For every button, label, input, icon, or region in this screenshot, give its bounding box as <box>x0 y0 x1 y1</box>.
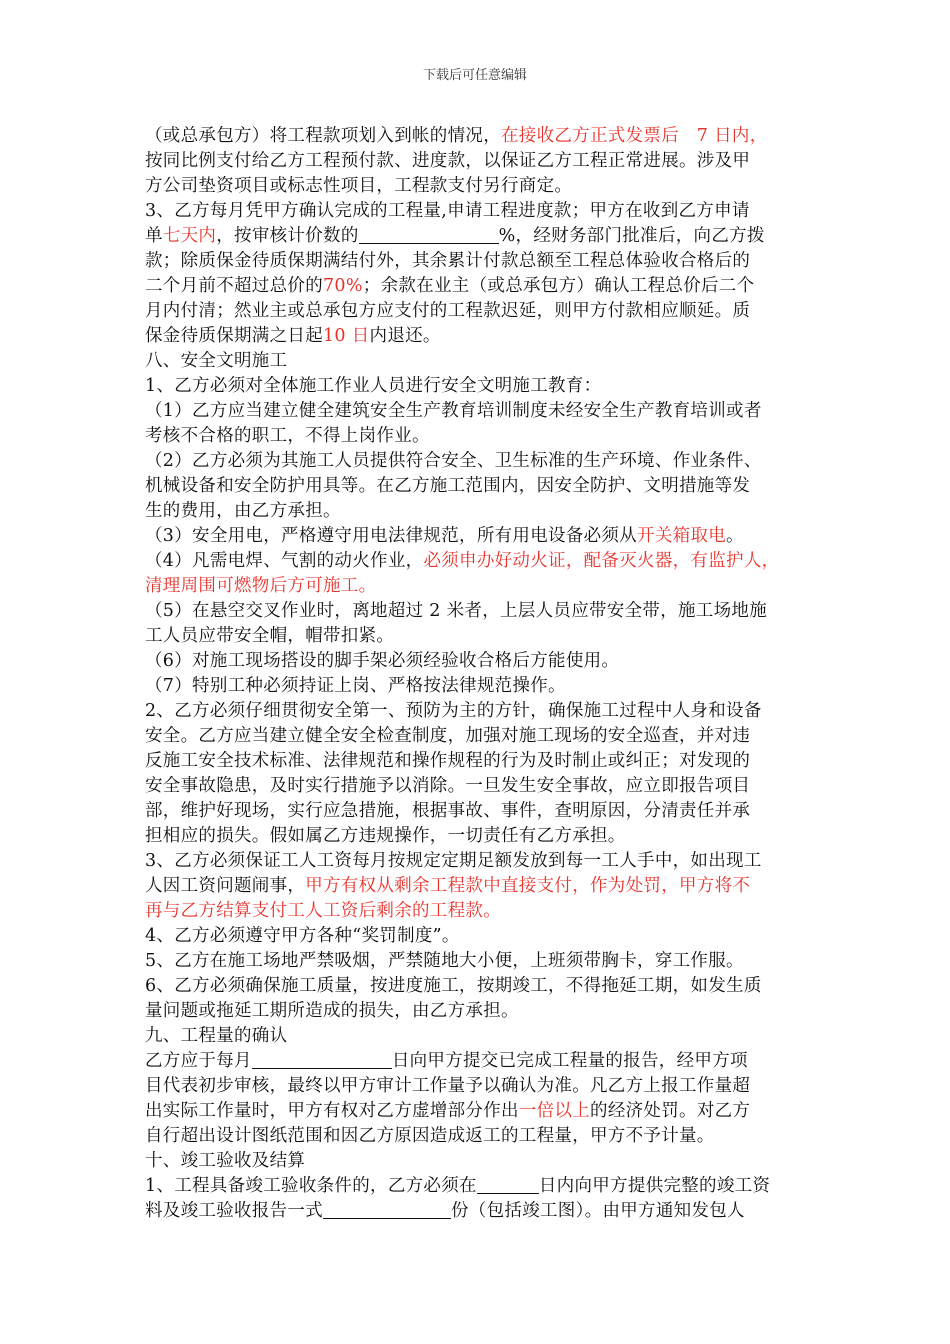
body-text: 担相应的损失。假如属乙方违规操作，一切责任有乙方承担。 <box>145 826 626 846</box>
body-text: （6）对施工现场搭设的脚手架必须经验收合格后方能使用。 <box>145 651 620 671</box>
body-text: 月内付清；然业主或总承包方应支付的工程款迟延，则甲方付款相应顺延。质 <box>145 301 751 321</box>
body-text: 工人员应带安全帽，帽带扣紧。 <box>145 626 395 646</box>
body-text: 方公司垫资项目或标志性项目，工程款支付另行商定。 <box>145 176 573 196</box>
body-text: （1）乙方应当建立健全建筑安全生产教育培训制度未经安全生产教育培训或者 <box>145 401 762 421</box>
text-line <box>145 424 810 449</box>
text-line <box>145 574 810 599</box>
body-text: 生的费用，由乙方承担。 <box>145 501 341 521</box>
text-line <box>145 1049 810 1074</box>
body-text: （2）乙方必须为其施工人员提供符合安全、卫生标准的生产环境、作业条件、 <box>145 451 762 471</box>
text-line <box>145 974 810 999</box>
text-line <box>145 349 810 374</box>
body-text: 安全事故隐患，及时实行措施予以消除。一旦发生安全事故，应立即报告项目 <box>145 776 751 796</box>
page-header-note: 下载后可任意编辑 <box>422 68 527 83</box>
text-line <box>145 1074 810 1099</box>
body-text: 考核不合格的职工，不得上岗作业。 <box>145 426 430 446</box>
body-text: （7）特别工种必须持证上岗、严格按法律规范操作。 <box>145 676 566 696</box>
text-line <box>145 399 810 424</box>
highlighted-text: 开关箱取电 <box>637 526 727 546</box>
text-line <box>145 524 810 549</box>
body-text: ；余款在业主（或总承包方）确认工程总价后二个 <box>362 276 755 296</box>
text-line <box>145 799 810 824</box>
text-line <box>145 599 810 624</box>
body-text: 安全。乙方应当建立健全安全检查制度，加强对施工现场的安全巡查，并对违 <box>145 726 751 746</box>
text-line <box>145 224 810 249</box>
text-line <box>145 499 810 524</box>
text-line <box>145 674 810 699</box>
body-text: （5）在悬空交叉作业时，离地超过 2 米者，上层人员应带安全带，施工场地施 <box>145 601 767 621</box>
body-text: 量问题或拖延工期所造成的损失，由乙方承担。 <box>145 1001 519 1021</box>
body-text: 款；除质保金待质保期满结付外，其余累计付款总额至工程总体验收合格后的 <box>145 251 751 271</box>
body-text: 八、安全文明施工 <box>145 351 288 371</box>
text-line <box>145 124 810 149</box>
body-text: 保金待质保期满之日起 <box>145 326 323 346</box>
body-text: 份（包括竣工图）。由甲方通知发包人 <box>451 1201 745 1221</box>
text-line <box>145 549 810 574</box>
text-line <box>145 1199 810 1224</box>
body-text: %，经财务部门批准后，向乙方拨 <box>498 226 765 246</box>
body-text: 4、乙方必须遵守甲方各种“奖罚制度”。 <box>145 926 460 946</box>
text-line <box>145 774 810 799</box>
text-line <box>145 874 810 899</box>
fill-in-blank <box>252 1050 392 1069</box>
body-text: 十、竣工验收及结算 <box>145 1151 306 1171</box>
text-line <box>145 1149 810 1174</box>
body-text: ，按审核计价数的 <box>216 226 359 246</box>
text-line <box>145 449 810 474</box>
text-line <box>145 249 810 274</box>
text-line <box>145 199 810 224</box>
body-text: 6、乙方必须确保施工质量，按进度施工，按期竣工，不得拖延工期，如发生质 <box>145 976 762 996</box>
body-text: 反施工安全技术标准、法律规范和操作规程的行为及时制止或纠正；对发现的 <box>145 751 751 771</box>
text-line <box>145 1024 810 1049</box>
body-text: 的经济处罚。对乙方 <box>590 1101 751 1121</box>
body-text: 5、乙方在施工场地严禁吸烟，严禁随地大小便，上班须带胸卡，穿工作服。 <box>145 951 744 971</box>
text-line <box>145 474 810 499</box>
text-line <box>145 1099 810 1124</box>
body-text: 九、工程量的确认 <box>145 1026 288 1046</box>
highlighted-text: 一倍以上 <box>518 1101 591 1121</box>
fill-in-blank <box>477 1175 539 1194</box>
text-line <box>145 174 810 199</box>
text-line <box>145 724 810 749</box>
highlighted-text: 10 日 <box>323 326 370 346</box>
body-text: 日内向甲方提供完整的竣工资 <box>538 1176 771 1196</box>
highlighted-text: 清理周围可燃物后方可施工。 <box>145 576 377 596</box>
body-text: 日向甲方提交已完成工程量的报告，经甲方项 <box>391 1051 748 1071</box>
fill-in-blank <box>323 1200 451 1219</box>
body-text: 2、乙方必须仔细贯彻安全第一、预防为主的方针，确保施工过程中人身和设备 <box>145 701 762 721</box>
highlighted-text: 甲方有权从剩余工程款中直接支付，作为处罚，甲方将不 <box>305 876 751 896</box>
highlighted-text: 70% <box>323 276 363 296</box>
text-line <box>145 849 810 874</box>
text-line <box>145 999 810 1024</box>
text-line <box>145 924 810 949</box>
text-line <box>145 274 810 299</box>
highlighted-text: 必须申办好动火证，配备灭火器，有监护人， <box>423 551 780 571</box>
text-line <box>145 899 810 924</box>
text-line <box>145 149 810 174</box>
highlighted-text: 再与乙方结算支付工人工资后剩余的工程款。 <box>145 901 501 921</box>
body-text: （4）凡需电焊、气割的动火作业， <box>145 551 424 571</box>
text-line <box>145 949 810 974</box>
body-text: （3）安全用电，严格遵守用电法律规范，所有用电设备必须从 <box>145 526 638 546</box>
body-text: 乙方应于每月 <box>145 1051 252 1071</box>
body-text: 目代表初步审核，最终以甲方审计工作量予以确认为准。凡乙方上报工作量超 <box>145 1076 751 1096</box>
body-text: 按同比例支付给乙方工程预付款、进度款，以保证乙方工程正常进展。涉及甲 <box>145 151 751 171</box>
body-text: 3、乙方必须保证工人工资每月按规定定期足额发放到每一工人手中，如出现工 <box>145 851 762 871</box>
body-text: 二个月前不超过总价的 <box>145 276 323 296</box>
text-line <box>145 749 810 774</box>
highlighted-text: 在接收乙方正式发票后 7 日内， <box>501 126 768 146</box>
text-line <box>145 374 810 399</box>
text-line <box>145 299 810 324</box>
fill-in-blank <box>359 225 499 244</box>
body-text: 部，维护好现场，实行应急措施，根据事故、事件，查明原因，分清责任并承 <box>145 801 751 821</box>
text-line <box>145 649 810 674</box>
body-text: 1、工程具备竣工验收条件的，乙方必须在 <box>145 1176 477 1196</box>
body-text: 单 <box>145 226 163 246</box>
text-line <box>145 624 810 649</box>
highlighted-text: 七天内 <box>162 226 217 246</box>
body-text: 。 <box>726 526 744 546</box>
text-line <box>145 1124 810 1149</box>
body-text: 自行超出设计图纸范围和因乙方原因造成返工的工程量，甲方不予计量。 <box>145 1126 715 1146</box>
body-text: 料及竣工验收报告一式 <box>145 1201 323 1221</box>
text-line <box>145 699 810 724</box>
text-line <box>145 824 810 849</box>
document-body <box>145 124 810 1224</box>
text-line <box>145 324 810 349</box>
body-text: 3、乙方每月凭甲方确认完成的工程量,申请工程进度款；甲方在收到乙方申请 <box>145 201 750 221</box>
body-text: 人因工资问题闹事， <box>145 876 306 896</box>
body-text: 出实际工作量时，甲方有权对乙方虚增部分作出 <box>145 1101 519 1121</box>
body-text: 1、乙方必须对全体施工作业人员进行安全文明施工教育： <box>145 376 602 396</box>
text-line <box>145 1174 810 1199</box>
body-text: 内退还。 <box>369 326 441 346</box>
body-text: （或总承包方）将工程款项划入到帐的情况， <box>145 126 501 146</box>
body-text: 机械设备和安全防护用具等。在乙方施工范围内，因安全防护、文明措施等发 <box>145 476 751 496</box>
